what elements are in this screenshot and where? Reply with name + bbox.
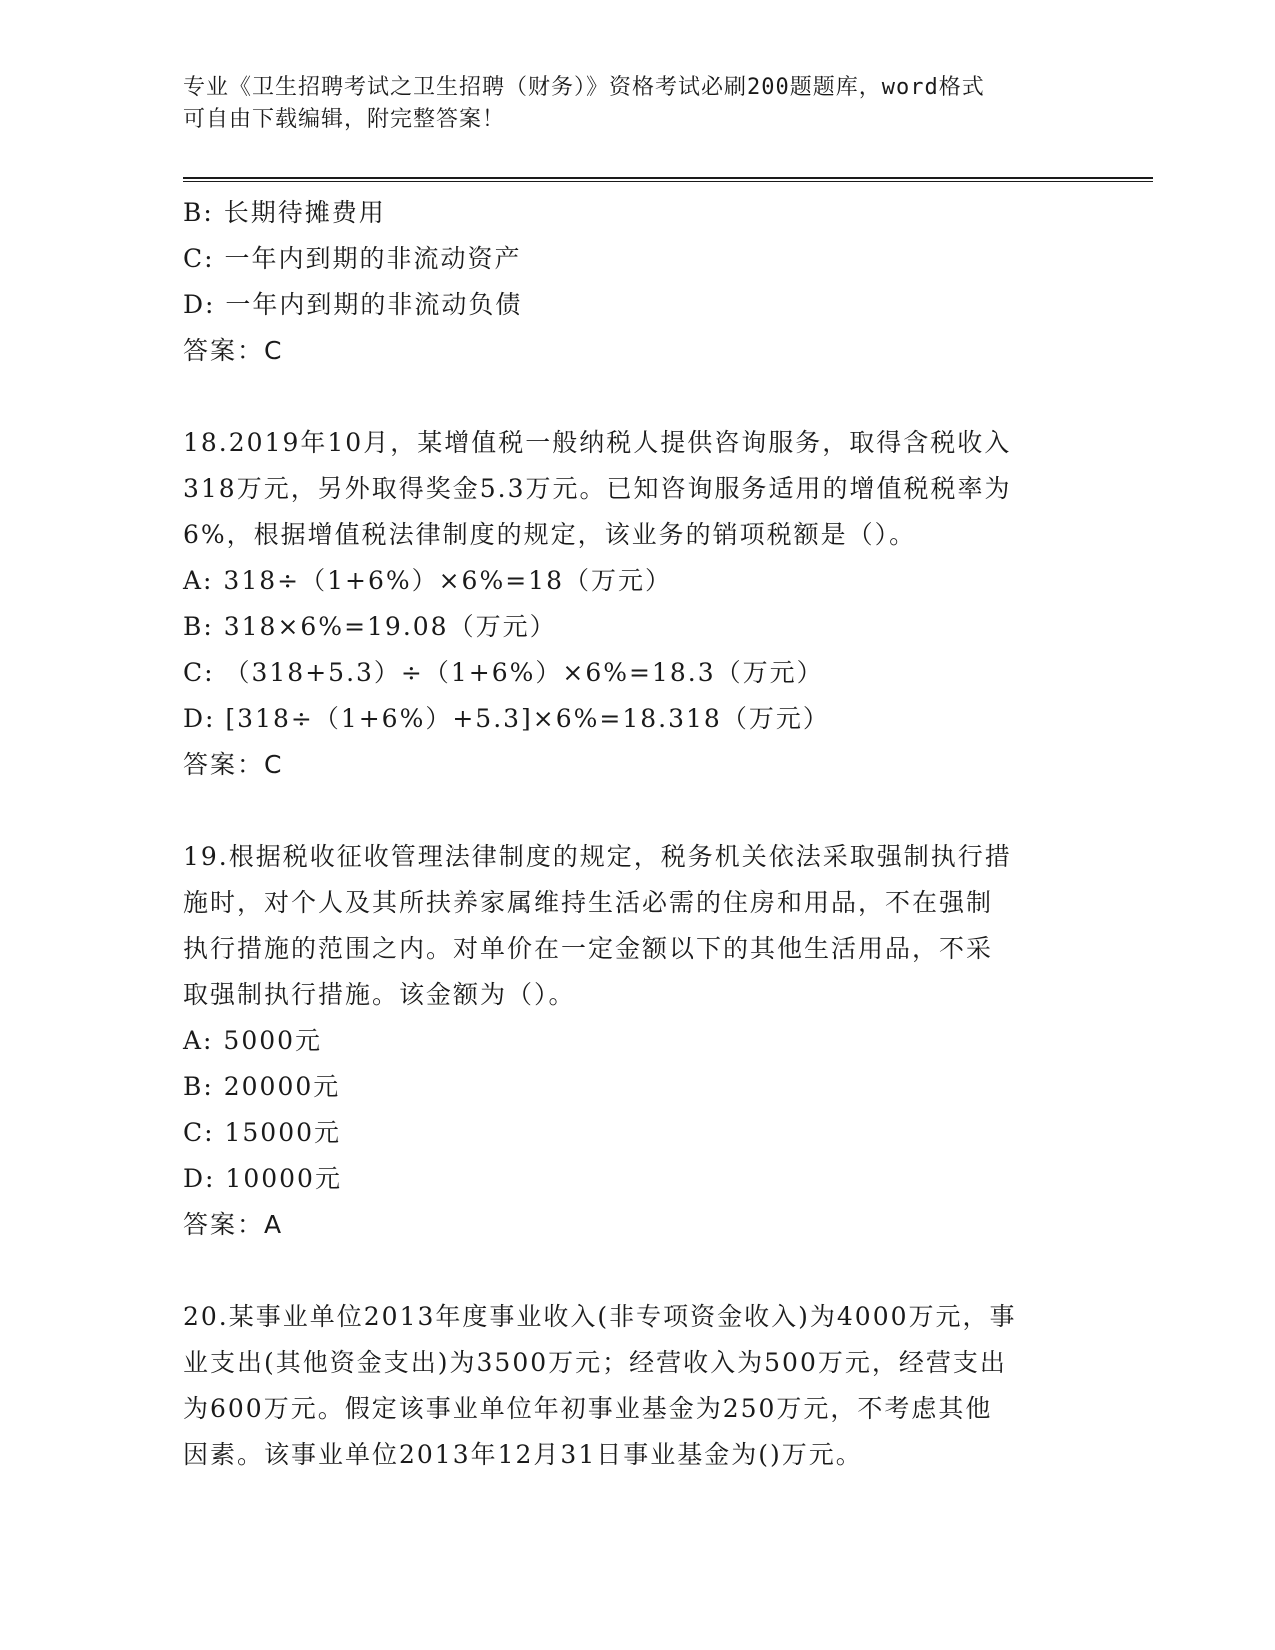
question-17-tail [183, 190, 1083, 374]
option-b: B: 318×6%=19.08（万元） [183, 612, 557, 641]
question-stem-line: 19.根据税收征收管理法律制度的规定，税务机关依法采取强制执行措 [183, 842, 1012, 871]
document-body [183, 190, 1083, 1478]
question-stem-line: 因素。该事业单位2013年12月31日事业基金为()万元。 [183, 1440, 863, 1469]
option-c: C: 15000元 [183, 1118, 342, 1147]
option-d: D: 一年内到期的非流动负债 [183, 290, 523, 319]
header-divider [183, 177, 1153, 182]
question-18 [183, 420, 1083, 788]
spacer [183, 1248, 1083, 1294]
question-stem-line: 施时，对个人及其所扶养家属维持生活必需的住房和用品，不在强制 [183, 888, 994, 917]
question-stem-line: 20.某事业单位2013年度事业收入(非专项资金收入)为4000万元，事 [183, 1302, 1017, 1331]
option-c: C: （318+5.3）÷（1+6%）×6%=18.3（万元） [183, 658, 824, 687]
spacer [183, 788, 1083, 834]
option-d: D: 10000元 [183, 1164, 342, 1193]
option-c: C: 一年内到期的非流动资产 [183, 244, 522, 273]
question-stem-line: 为600万元。假定该事业单位年初事业基金为250万元，不考虑其他 [183, 1394, 993, 1423]
spacer [183, 374, 1083, 420]
question-stem-line: 取强制执行措施。该金额为（）。 [183, 980, 576, 1009]
question-stem-line: 18.2019年10月，某增值税一般纳税人提供咨询服务，取得含税收入 [183, 428, 1012, 457]
answer-line: 答案：C [183, 336, 284, 365]
page-header [183, 72, 1063, 136]
question-19 [183, 834, 1083, 1248]
option-b: B: 20000元 [183, 1072, 341, 1101]
header-line-1: 专业《卫生招聘考试之卫生招聘（财务）》资格考试必刷200题题库，word格式 [183, 75, 985, 100]
option-d: D: [318÷（1+6%）+5.3]×6%=18.318（万元） [183, 704, 830, 733]
option-a: A: 5000元 [183, 1026, 323, 1055]
answer-line: 答案：C [183, 750, 284, 779]
header-line-2: 可自由下载编辑，附完整答案！ [183, 107, 506, 132]
question-stem-line: 执行措施的范围之内。对单价在一定金额以下的其他生活用品，不采 [183, 934, 994, 963]
option-b: B: 长期待摊费用 [183, 198, 386, 227]
question-20 [183, 1294, 1083, 1478]
option-a: A: 318÷（1+6%）×6%=18（万元） [183, 566, 672, 595]
question-stem-line: 318万元，另外取得奖金5.3万元。已知咨询服务适用的增值税税率为 [183, 474, 1012, 503]
question-stem-line: 业支出(其他资金支出)为3500万元；经营收入为500万元，经营支出 [183, 1348, 1007, 1377]
question-stem-line: 6%，根据增值税法律制度的规定，该业务的销项税额是（）。 [183, 520, 917, 549]
answer-line: 答案：A [183, 1210, 284, 1239]
